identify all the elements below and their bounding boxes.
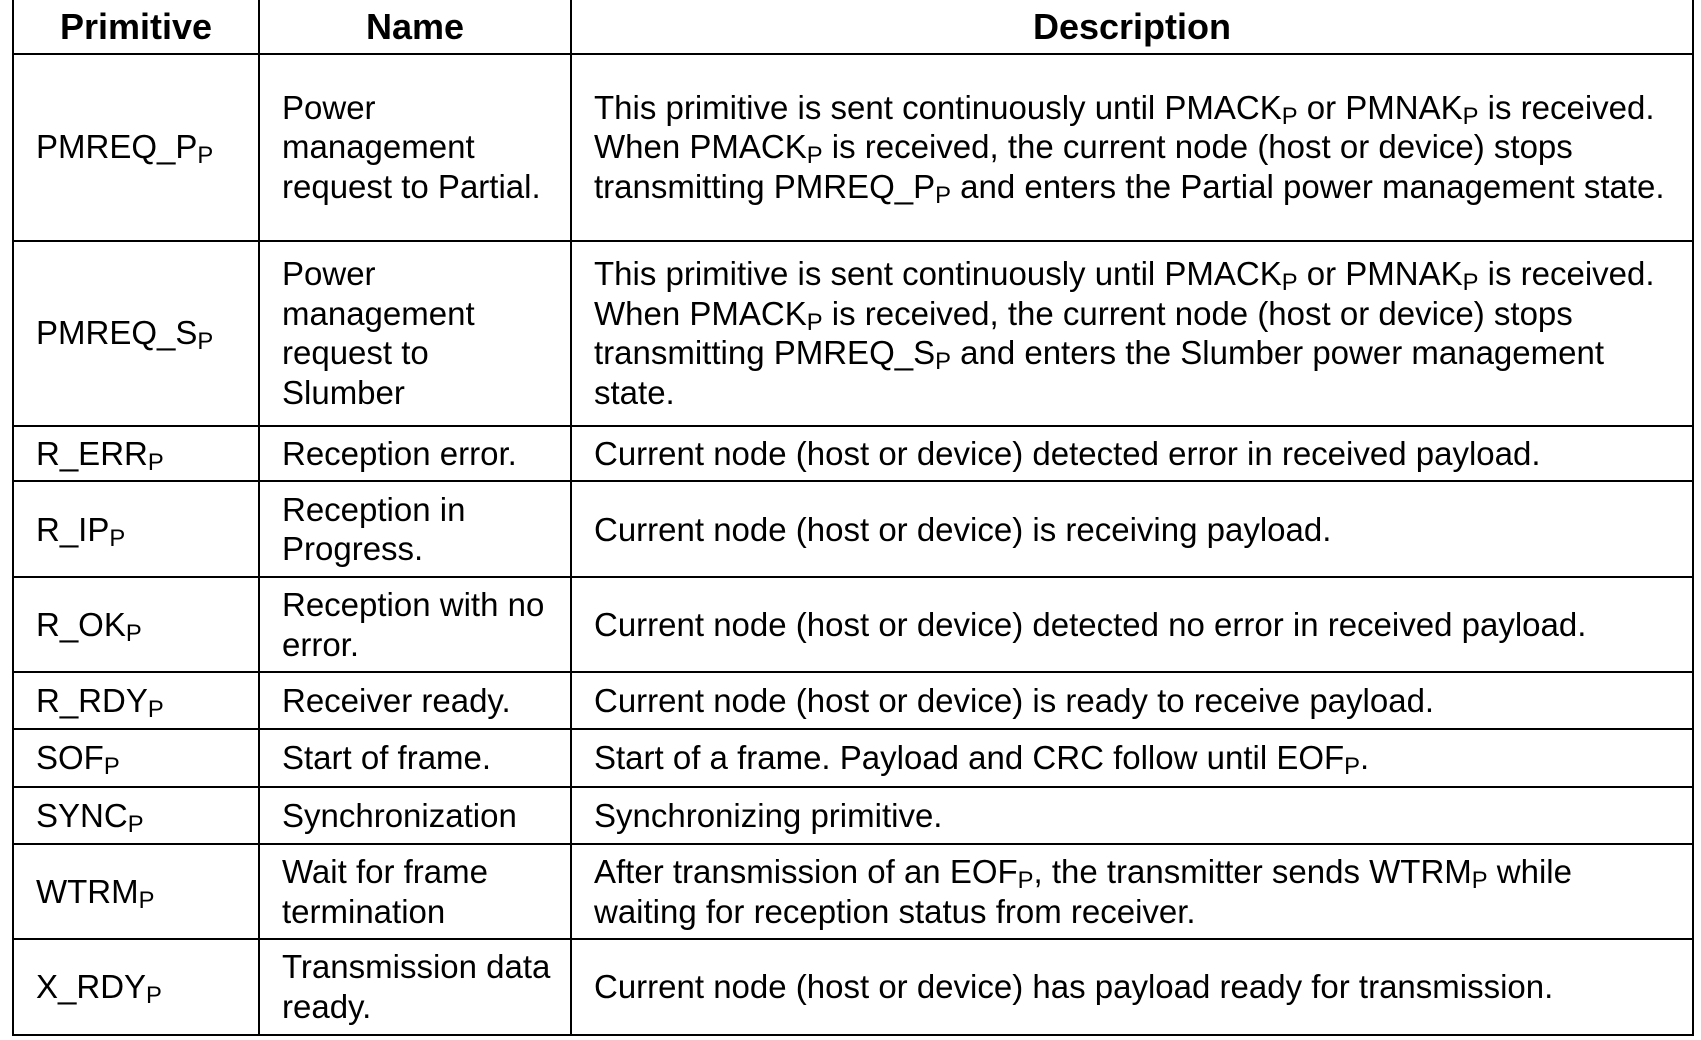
description-text: Current node (host or device) detected error in received payload. — [594, 434, 1541, 472]
name-cell: Reception with no error. — [259, 577, 571, 672]
primitive-symbol: SYNC — [36, 796, 128, 834]
description-text: while waiting for reception status from receiver. — [594, 853, 1572, 930]
primitive-cell — [13, 481, 259, 577]
description-column-header: Description — [571, 0, 1693, 54]
primitive-cell — [13, 787, 259, 844]
primitive-subscript: P — [109, 524, 126, 552]
name-cell: Power management request to Slumber — [259, 241, 571, 427]
description-cell — [571, 54, 1693, 241]
description-cell — [571, 729, 1693, 786]
description-subscript: P — [806, 142, 823, 170]
description-cell — [571, 844, 1693, 939]
description-text: , the transmitter sends WTRM — [1033, 853, 1472, 891]
description-cell — [571, 672, 1693, 729]
primitive-subscript: P — [146, 982, 162, 1010]
description-text: and enters the Partial power management state. — [950, 168, 1665, 206]
primitive-symbol: R_ERR — [36, 434, 148, 472]
description-text: is received. When PMACK — [594, 88, 1655, 166]
primitive-symbol: SOF — [36, 739, 104, 777]
primitive-subscript: P — [125, 620, 142, 648]
header-row — [13, 0, 1693, 54]
primitive-subscript: P — [147, 696, 164, 724]
primitive-subscript: P — [197, 142, 214, 170]
primitive-symbol: PMREQ_P — [36, 128, 198, 166]
name-cell: Transmission data ready. — [259, 939, 571, 1035]
description-subscript: P — [806, 308, 823, 336]
primitive-symbol: R_IP — [36, 510, 110, 548]
description-subscript: P — [935, 348, 951, 376]
table-header — [13, 0, 1693, 54]
table-row — [13, 939, 1693, 1035]
description-cell — [571, 481, 1693, 577]
description-text: . — [1360, 739, 1370, 777]
description-text: is received, the current node (host or device) stops transmitting PMREQ_P — [594, 128, 1573, 206]
primitive-subscript: P — [103, 753, 120, 781]
description-subscript: P — [1281, 103, 1298, 131]
primitive-subscript: P — [147, 449, 164, 477]
description-subscript: P — [1017, 867, 1034, 895]
primitive-cell — [13, 844, 259, 939]
name-cell: Reception in Progress. — [259, 481, 571, 577]
primitives-table — [12, 0, 1694, 1036]
primitive-cell — [13, 577, 259, 672]
description-text: is received, the current node (host or device) stops transmitting PMREQ_S — [594, 294, 1573, 372]
primitive-symbol: R_RDY — [36, 681, 148, 719]
primitive-cell — [13, 241, 259, 427]
description-cell — [571, 787, 1693, 844]
table-body — [13, 54, 1693, 1035]
description-text: Synchronizing primitive. — [594, 796, 943, 834]
description-text: and enters the Slumber power management state. — [594, 334, 1604, 411]
description-cell — [571, 241, 1693, 427]
description-text: is received. When PMACK — [594, 255, 1655, 332]
primitive-cell — [13, 672, 259, 729]
table-row — [13, 672, 1693, 729]
table-row — [13, 241, 1693, 427]
primitive-subscript: P — [127, 811, 144, 839]
description-text: Current node (host or device) is ready to receive payload. — [594, 681, 1435, 719]
primitive-subscript: P — [138, 887, 155, 915]
description-text: This primitive is sent continuously until PMACK — [594, 255, 1282, 293]
primitive-symbol: WTRM — [36, 872, 139, 910]
description-text: Current node (host or device) is receiving payload. — [594, 510, 1332, 548]
description-text: This primitive is sent continuously until PMACK — [594, 88, 1282, 126]
name-cell: Start of frame. — [259, 729, 571, 786]
primitive-cell — [13, 426, 259, 481]
name-column-header: Name — [259, 0, 571, 54]
table-row — [13, 787, 1693, 844]
table-row — [13, 577, 1693, 672]
table-row — [13, 481, 1693, 577]
primitive-cell — [13, 54, 259, 241]
description-cell — [571, 577, 1693, 672]
description-subscript: P — [1344, 753, 1360, 781]
primitive-symbol: R_OK — [36, 605, 126, 643]
description-text: or PMNAK — [1297, 255, 1463, 293]
description-subscript: P — [1471, 867, 1488, 895]
description-text: or PMNAK — [1297, 88, 1463, 126]
name-cell: Power management request to Partial. — [259, 54, 571, 241]
description-subscript: P — [935, 182, 951, 210]
name-cell: Synchronization — [259, 787, 571, 844]
name-cell: Reception error. — [259, 426, 571, 481]
table-row — [13, 844, 1693, 939]
table-row — [13, 426, 1693, 481]
description-cell — [571, 939, 1693, 1035]
description-subscript: P — [1462, 269, 1479, 297]
primitive-symbol: PMREQ_S — [36, 314, 198, 352]
description-text: Current node (host or device) has payload ready for transmission. — [594, 968, 1554, 1006]
name-cell: Receiver ready. — [259, 672, 571, 729]
table-row — [13, 729, 1693, 786]
primitive-subscript: P — [197, 328, 214, 356]
description-text: After transmission of an EOF — [594, 853, 1018, 891]
description-subscript: P — [1281, 269, 1298, 297]
primitive-cell — [13, 939, 259, 1035]
primitive-symbol: X_RDY — [36, 968, 147, 1006]
primitive-column-header: Primitive — [13, 0, 259, 54]
description-text: Start of a frame. Payload and CRC follow until EOF — [594, 739, 1345, 777]
table-row — [13, 54, 1693, 241]
description-text: Current node (host or device) detected no error in received payload. — [594, 605, 1587, 643]
primitive-cell — [13, 729, 259, 786]
description-cell — [571, 426, 1693, 481]
description-subscript: P — [1462, 103, 1479, 131]
name-cell: Wait for frame termination — [259, 844, 571, 939]
